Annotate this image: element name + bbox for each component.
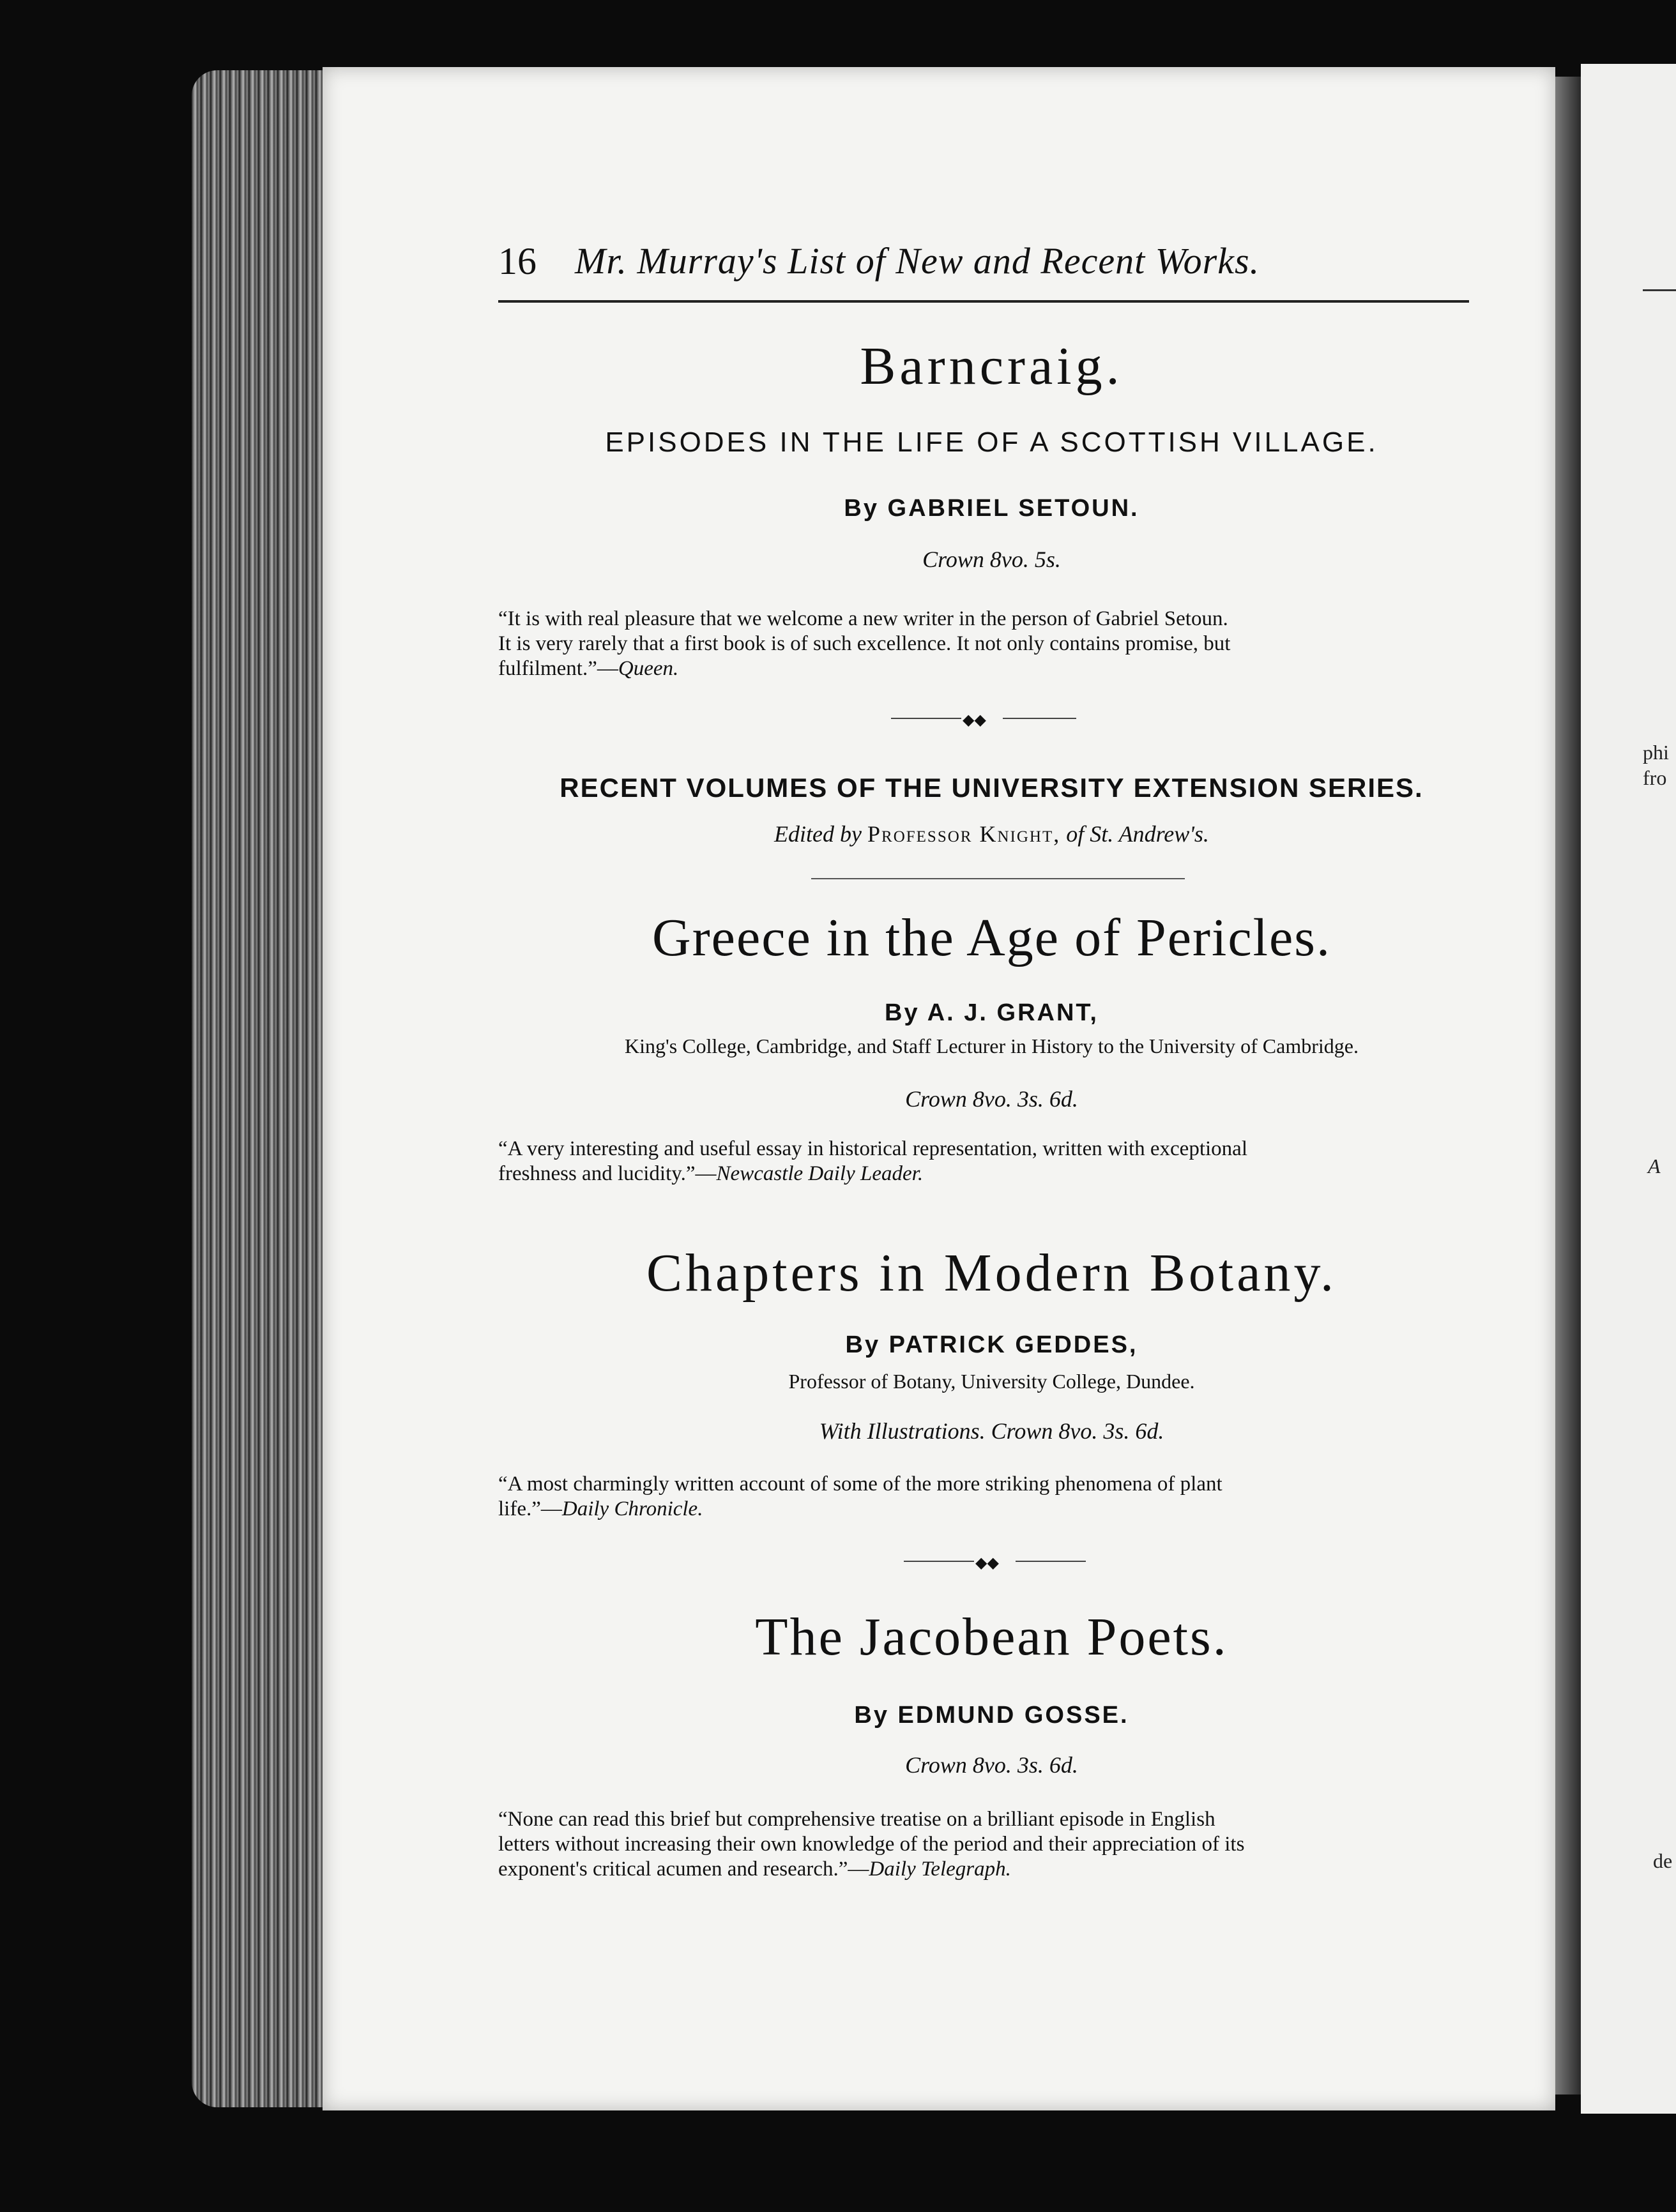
quote-line: “It is with real pleasure that we welcome a new writer in the person of Gabriel Setoun. xyxy=(498,607,1228,630)
next-page-edge xyxy=(1581,64,1676,2114)
divider-line xyxy=(1016,1561,1086,1562)
author-byline-botany: By PATRICK GEDDES, xyxy=(845,1331,1138,1358)
quote-line xyxy=(498,1857,1485,1882)
next-page-fragment: phi xyxy=(1643,741,1669,764)
book-title-greece: Greece in the Age of Pericles. xyxy=(652,908,1331,967)
divider-line xyxy=(1003,718,1076,719)
diamond-ornament-icon: ◆◆ xyxy=(975,1555,999,1572)
quote-line xyxy=(498,656,1485,681)
quote-text: freshness and lucidity.”— xyxy=(498,1162,717,1185)
next-page-fragment: de xyxy=(1653,1849,1673,1872)
quote-line: It is very rarely that a first book is of such excellence. It not only contains promise, but xyxy=(498,632,1231,655)
book-title-jacobean: The Jacobean Poets. xyxy=(755,1607,1228,1667)
book-title-barncraig: Barncraig. xyxy=(860,337,1124,396)
quote-source: Queen. xyxy=(618,657,679,680)
divider-line xyxy=(904,1561,974,1562)
quote-line: “A most charmingly written account of some of the more striking phenomena of plant xyxy=(498,1473,1223,1496)
running-title: Mr. Murray's List of New and Recent Works. xyxy=(575,240,1260,282)
quote-line: “None can read this brief but comprehensive treatise on a brilliant episode in English xyxy=(498,1808,1215,1831)
author-byline-barncraig: By GABRIEL SETOUN. xyxy=(844,495,1139,522)
next-page-fragment: fro xyxy=(1643,766,1667,789)
series-heading: RECENT VOLUMES OF THE UNIVERSITY EXTENSION SERIES. xyxy=(560,773,1424,803)
quote-source: Newcastle Daily Leader. xyxy=(716,1162,924,1185)
quote-text: exponent's critical acumen and research.”— xyxy=(498,1858,869,1881)
format-price-botany: With Illustrations. Crown 8vo. 3s. 6d. xyxy=(819,1418,1164,1444)
editor-affiliation: of St. Andrew's. xyxy=(1066,821,1209,847)
series-editor-line xyxy=(498,821,1485,847)
quote-source: Daily Chronicle. xyxy=(561,1497,703,1520)
author-affiliation-botany: Professor of Botany, University College, Dundee. xyxy=(788,1370,1195,1393)
diamond-ornament-icon: ◆◆ xyxy=(963,712,986,729)
header-rule xyxy=(498,300,1469,303)
book-gutter xyxy=(1555,77,1581,2095)
quote-text: life.”— xyxy=(498,1497,562,1520)
author-byline-greece: By A. J. GRANT, xyxy=(885,999,1099,1026)
divider-line xyxy=(891,718,961,719)
book-title-botany: Chapters in Modern Botany. xyxy=(646,1243,1337,1303)
editor-name: Professor Knight, xyxy=(867,821,1061,847)
page-number: 16 xyxy=(498,240,537,282)
review-quote-botany xyxy=(498,1472,1485,1522)
next-page-fragment: A xyxy=(1648,1155,1661,1178)
section-rule xyxy=(811,878,1185,879)
author-byline-jacobean: By EDMUND GOSSE. xyxy=(854,1702,1129,1729)
quote-line xyxy=(498,1497,1485,1522)
review-quote-jacobean xyxy=(498,1807,1485,1882)
edited-by-label: Edited by xyxy=(774,821,862,847)
running-header xyxy=(498,239,1469,291)
format-price-greece: Crown 8vo. 3s. 6d. xyxy=(905,1086,1078,1112)
ornamental-divider xyxy=(891,706,1076,731)
review-quote-greece xyxy=(498,1137,1485,1186)
book-subtitle-barncraig: EPISODES IN THE LIFE OF A SCOTTISH VILLAGE. xyxy=(605,427,1378,458)
book-page-edges xyxy=(192,70,326,2107)
next-page-header-rule xyxy=(1643,289,1676,291)
quote-text: fulfilment.”— xyxy=(498,657,618,680)
format-price-barncraig: Crown 8vo. 5s. xyxy=(922,547,1061,572)
author-affiliation-greece: King's College, Cambridge, and Staff Lecturer in History to the University of Cambridge. xyxy=(625,1034,1359,1057)
quote-line xyxy=(498,1162,1485,1186)
quote-source: Daily Telegraph. xyxy=(869,1858,1011,1881)
ornamental-divider xyxy=(904,1549,1086,1574)
review-quote-barncraig xyxy=(498,607,1485,681)
format-price-jacobean: Crown 8vo. 3s. 6d. xyxy=(905,1752,1078,1778)
quote-line: letters without increasing their own knowledge of the period and their appreciation of its xyxy=(498,1833,1245,1856)
quote-line: “A very interesting and useful essay in historical representation, written with exceptional xyxy=(498,1137,1247,1160)
